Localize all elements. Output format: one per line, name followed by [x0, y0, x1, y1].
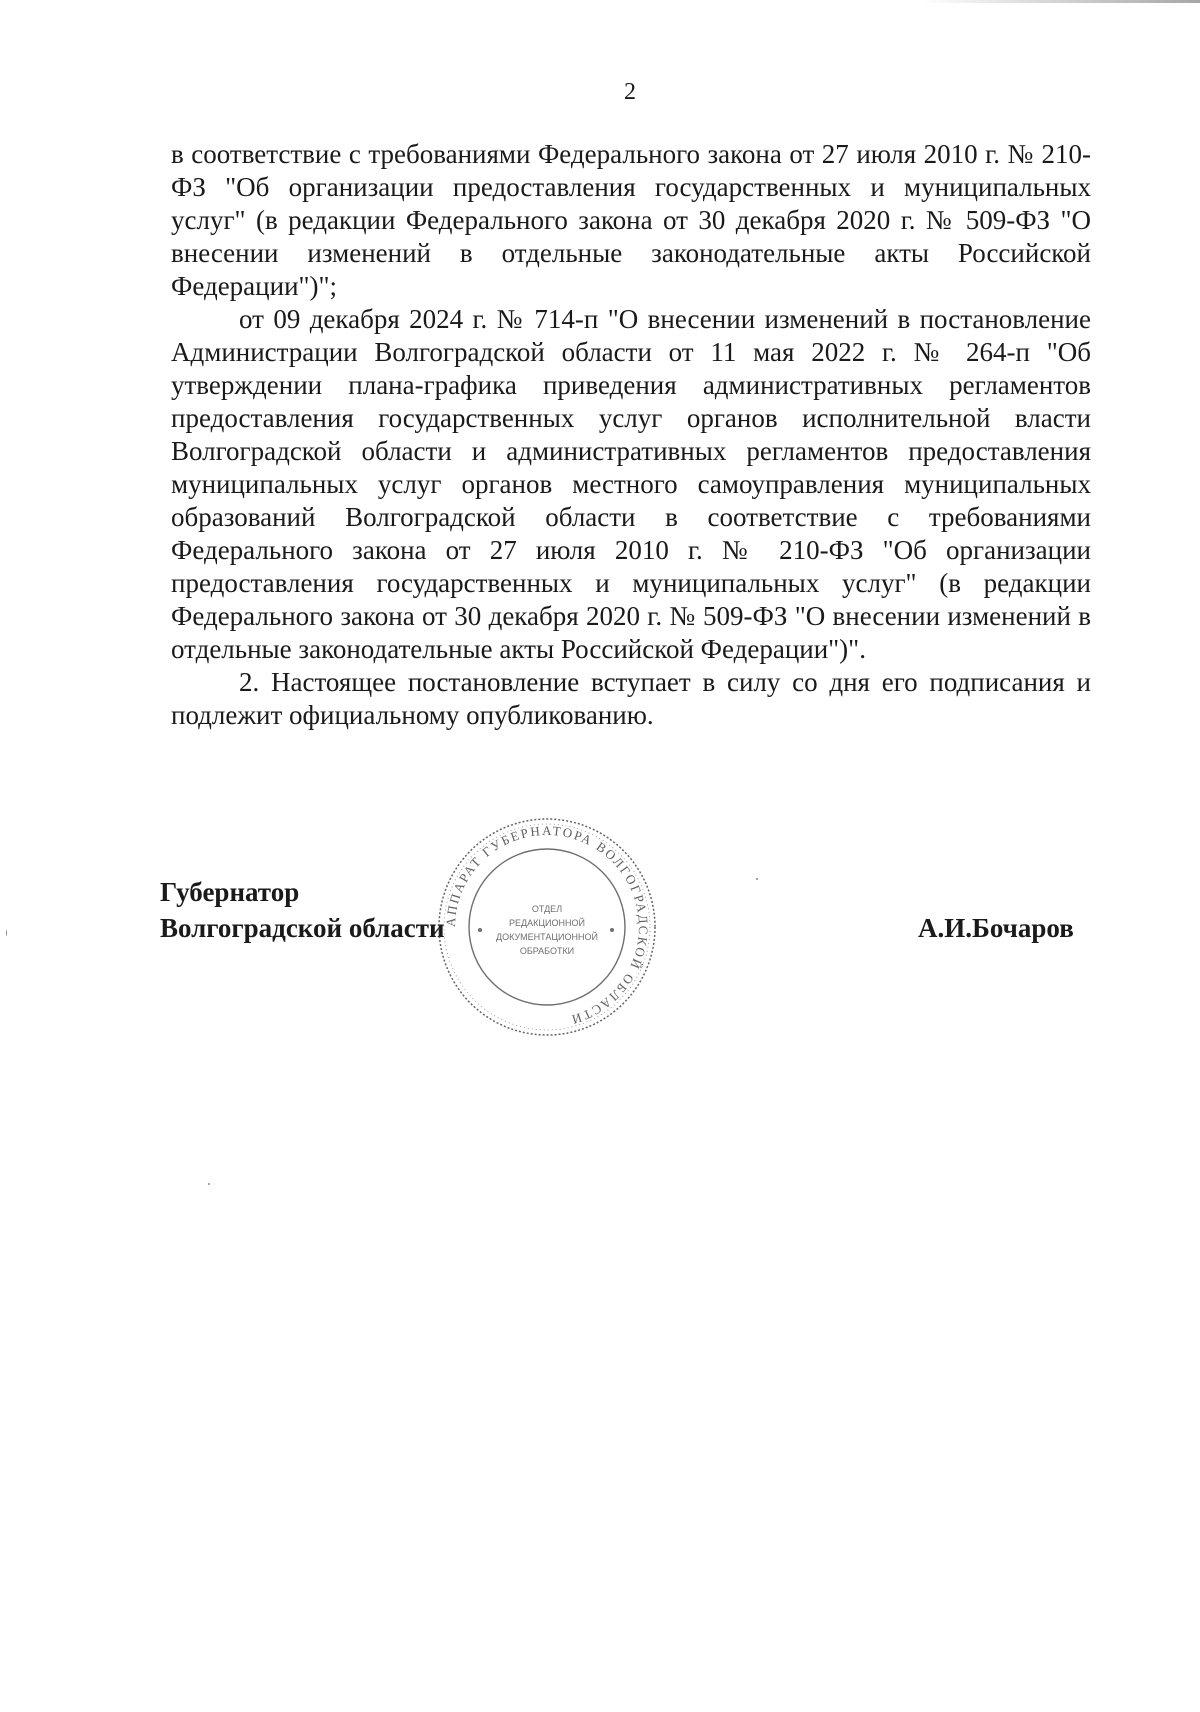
signatory-title-line-1: Губернатор [160, 877, 300, 907]
svg-text:ДОКУМЕНТАЦИОННОЙ: ДОКУМЕНТАЦИОННОЙ [496, 932, 598, 942]
svg-text:ОБРАБОТКИ: ОБРАБОТКИ [519, 946, 575, 956]
svg-text:РЕДАКЦИОННОЙ: РЕДАКЦИОННОЙ [509, 918, 585, 928]
signatory-title [160, 874, 445, 946]
stamp-outer-text: АППАРАТ ГУБЕРНАТОРА ВОЛГОГРАДСКОЙ ОБЛАСТИ [442, 822, 652, 1028]
paragraph-entry-into-force: 2. Настоящее постановление вступает в силу со дня его подписания и подлежит официальному опубликованию. [171, 667, 1091, 730]
paragraph-continuation: в соответствие с требованиями Федерального закона от 27 июля 2010 г. № 210-ФЗ "Об организации предоставления государственных и муниципальных услуг" (в редакции Федерального закона от 30 декабря 2020 г. № 509-ФЗ "О внесении изменений в отдельные законодательные акты Российской Федерации")"; [171, 139, 1091, 301]
scan-edge-artifact [920, 0, 1200, 3]
signatory-name: А.И.Бочаров [918, 913, 1074, 943]
paragraph-decree-714: от 09 декабря 2024 г. № 714-п "О внесении изменений в постановление Администрации Волгоградской области от 11 мая 2022 г. № 264-п "Об утверждении плана-графика приведения административных регламентов предоставления государственных услуг органов исполнительной власти Волгоградской области и административных регламентов предоставления муниципальных услуг органов местного самоуправления муниципальных образований Волгоградской области в соответствие с требованиями Федерального закона от 27 июля 2010 г. № 210-ФЗ "Об организации предоставления государственных и муниципальных услуг" (в редакции Федерального закона от 30 декабря 2020 г. № 509-ФЗ "О внесении изменений в отдельные законодательные акты Российской Федерации")". [171, 304, 1091, 664]
page-number: 2 [624, 79, 636, 105]
signatory-title-line-2: Волгоградской области [160, 913, 445, 943]
official-stamp-seal [432, 812, 662, 1042]
scan-speck [756, 878, 758, 880]
scan-speck [208, 1183, 210, 1185]
svg-text:ОТДЕЛ: ОТДЕЛ [531, 904, 563, 914]
scan-speck [6, 930, 7, 936]
document-body [171, 138, 1091, 732]
